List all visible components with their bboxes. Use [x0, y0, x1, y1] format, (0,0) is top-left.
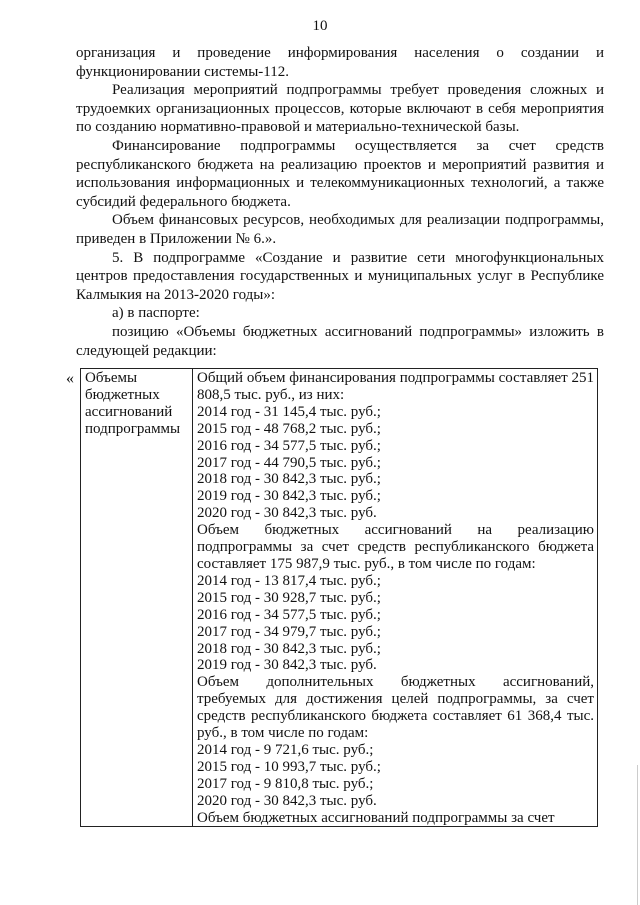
table-row [81, 369, 598, 827]
passport-line: 2014 год - 9 721,6 тыс. руб.; [197, 741, 374, 758]
passport-line: 2016 год - 34 577,5 тыс. руб.; [197, 437, 381, 454]
passport-label-cell: Объемы бюджетных ассигнований подпрограммы [81, 369, 193, 827]
passport-line: 2014 год - 13 817,4 тыс. руб.; [197, 572, 381, 589]
passport-line: 2015 год - 48 768,2 тыс. руб.; [197, 420, 381, 437]
scan-edge-line [637, 765, 638, 905]
passport-line: Объем дополнительных бюджетных ассигнований, требуемых для достижения целей подпрограммы, за счет средств республиканского бюджета составляет 61 368,4 тыс. руб., в том числе по годам: [197, 674, 594, 742]
passport-line: 2019 год - 30 842,3 тыс. руб.; [197, 488, 381, 505]
passport-line: Общий объем финансирования подпрограммы составляет 251 808,5 тыс. руб., из них: [197, 370, 594, 403]
passport-line: 2020 год - 30 842,3 тыс. руб. [197, 505, 377, 522]
paragraph: а) в паспорте: [112, 305, 200, 322]
passport-line: 2017 год - 34 979,7 тыс. руб.; [197, 623, 381, 640]
paragraph: Реализация мероприятий подпрограммы требует проведения сложных и трудоемких организационных процессов, которые включают в себя мероприятия по созданию нормативно-правовой и материально-технической базы. [76, 82, 604, 136]
paragraph: Объем финансовых ресурсов, необходимых для реализации подпрограммы, приведен в Приложении № 6.». [76, 212, 604, 247]
passport-line: 2015 год - 30 928,7 тыс. руб.; [197, 589, 381, 606]
passport-line: 2020 год - 30 842,3 тыс. руб. [197, 792, 377, 809]
passport-line: 2017 год - 9 810,8 тыс. руб.; [197, 775, 374, 792]
passport-line: 2018 год - 30 842,3 тыс. руб.; [197, 471, 381, 488]
passport-table [80, 368, 598, 827]
passport-line: 2014 год - 31 145,4 тыс. руб.; [197, 403, 381, 420]
passport-line: 2016 год - 34 577,5 тыс. руб.; [197, 606, 381, 623]
paragraph: организация и проведение информирования населения о создании и функционировании системы-112. [76, 45, 604, 80]
passport-line: Объем бюджетных ассигнований на реализацию подпрограммы за счет средств республиканского бюджета составляет 175 987,9 тыс. руб., в том числе по годам: [197, 522, 594, 572]
passport-line: 2017 год - 44 790,5 тыс. руб.; [197, 454, 381, 471]
paragraph: 5. В подпрограмме «Создание и развитие сети многофункциональных центров предоставления государственных и муниципальных услуг в Республике Калмыкия на 2013-2020 годы»: [76, 249, 604, 303]
passport-line: 2018 год - 30 842,3 тыс. руб.; [197, 640, 381, 657]
paragraph: позицию «Объемы бюджетных ассигнований подпрограммы» изложить в следующей редакции: [76, 323, 604, 359]
passport-line: 2015 год - 10 993,7 тыс. руб.; [197, 758, 381, 775]
passport-line: Объем бюджетных ассигнований подпрограммы за счет [197, 809, 555, 826]
passport-value-cell [193, 369, 598, 827]
passport-line: 2019 год - 30 842,3 тыс. руб. [197, 657, 377, 674]
paragraph: Финансирование подпрограммы осуществляется за счет средств республиканского бюджета на реализацию проектов и мероприятий развития и использования информационных и телекоммуникационных технологий, а также субсидий федерального бюджета. [76, 137, 604, 210]
opening-quote-mark: « [66, 370, 74, 387]
page-number: 10 [312, 18, 328, 34]
document-body [76, 44, 604, 360]
